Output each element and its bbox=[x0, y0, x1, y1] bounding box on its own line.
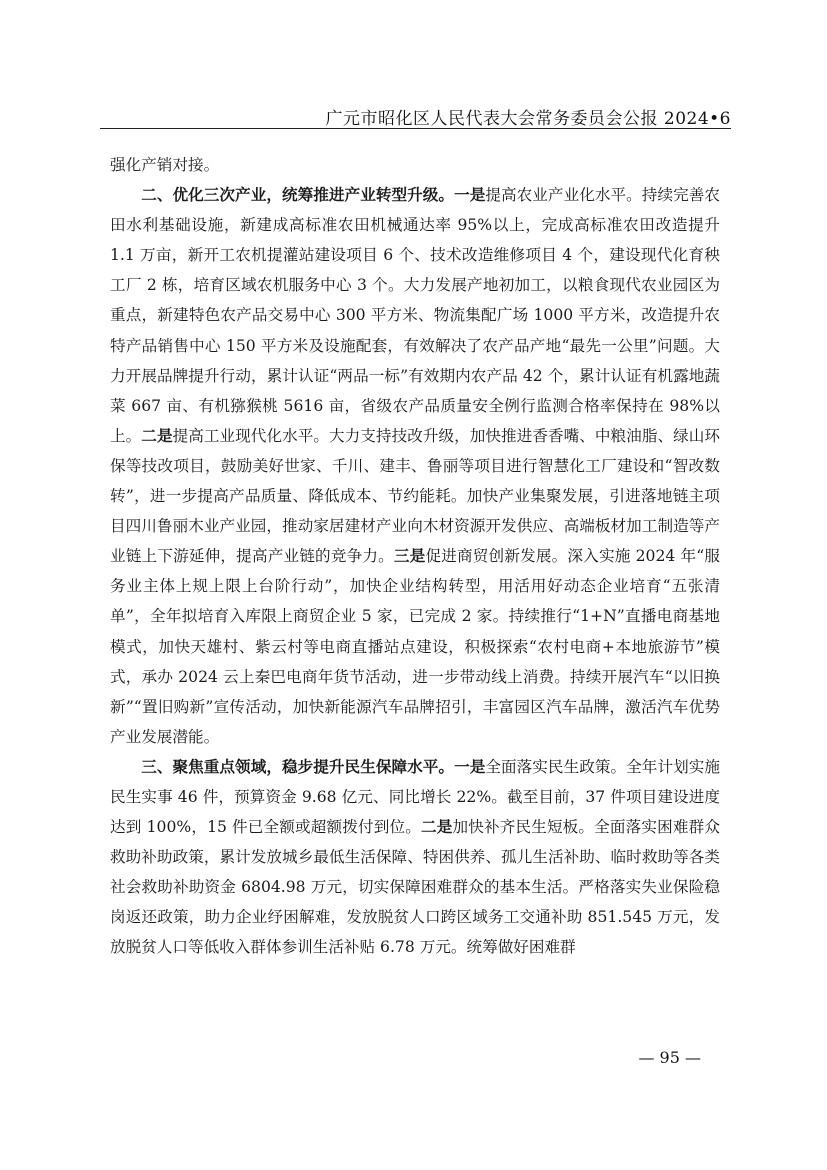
text-run: 提高工业现代化水平。大力支持技改升级，加快推进香香嘴、中粮油脂、绿山环保等技改项目，鼓励美好世家、千川、建丰、鲁丽等项目进行智慧化工厂建设和“智改数转”，进一步提高产品质量、降低成本、节约能耗。加快产业集聚发展，引进落地链主项目四川鲁丽木业产业园，推动家居建材产业向木材资源开发供应、高端板材加工制造等产业链上下游延伸，提高产业链的竞争力。 bbox=[110, 426, 720, 566]
text-run: 强化产销对接。 bbox=[110, 156, 220, 174]
document-body bbox=[110, 150, 720, 963]
text-run: 全面落实民生政策。全年计划实施民生实事 46 件，预算资金 9.68 亿元、同比增长 22%。截至目前，37 件项目建设进度达到 100%，15 件已全额或超额拨付到位。 bbox=[110, 757, 720, 837]
bold-text-run: 三是 bbox=[393, 546, 426, 566]
text-run: 提高农业产业化水平。持续完善农田水利基础设施，新建成高标准农田机械通达率 95%以上，完成高标准农田改造提升 1.1 万亩，新开工农机提灌站建设项目 6 个、技术改造维修项目 4 个，建设现代化育秧工厂 2 栋，培育区域农机服务中心 3 个。大力发展产地初加工，以粮食现代农业园区为重点，新建特色农产品交易中心 300 平方米、物流集配广场 1000 平方米，改造提升农特产品销售中心 150 平方米及设施配套，有效解决了农产品产地“最先一公里”问题。大力开展品牌提升行动，累计认证“两品一标”有效期内农产品 42 个，累计认证有机露地蔬菜 667 亩、有机猕猴桃 5616 亩，省级农产品质量安全例行监测合格率保持在 98%以上。 bbox=[110, 186, 720, 445]
paragraph-1 bbox=[110, 150, 720, 180]
bold-text-run: 三、聚焦重点领域，稳步提升民生保障水平。 bbox=[141, 756, 455, 776]
bold-text-run: 二是 bbox=[141, 425, 173, 445]
text-run: 促进商贸创新发展。深入实施 2024 年“服务业主体上规上限上台阶行动”，加快企业结构转型，用活用好动态企业培育“五张清单”，全年拟培育入库限上商贸企业 5 家，已完成 2 家。持续推行“1+N”直播电商基地模式，加快天雄村、紫云村等电商直播站点建设，积极探索“农村电商+本地旅游节”模式，承办 2024 云上秦巴电商年货节活动，进一步带动线上消费。持续开展汽车“以旧换新”“置旧购新”宣传活动，加快新能源汽车品牌招引，丰富园区汽车品牌，激活汽车优势产业发展潜能。 bbox=[110, 547, 720, 746]
paragraph-3 bbox=[110, 752, 720, 963]
header-divider bbox=[100, 128, 731, 129]
text-run: 加快补齐民生短板。全面落实困难群众救助补助政策，累计发放城乡最低生活保障、特困供养、孤儿生活补助、临时救助等各类社会救助补助资金 6804.98 万元，切实保障困难群众的基本生活。严格落实失业保险稳岗返还政策，助力企业纾困解难，发放脱贫人口跨区域务工交通补助 851.545 万元，发放脱贫人口等低收入群体参训生活补贴 6.78 万元。统筹做好困难群 bbox=[110, 818, 720, 957]
bold-text-run: 一是 bbox=[454, 185, 486, 205]
page-number: — 95 — bbox=[638, 1048, 701, 1067]
bold-text-run: 二、优化三次产业，统筹推进产业转型升级。 bbox=[141, 185, 455, 205]
paragraph-2 bbox=[110, 180, 720, 752]
bold-text-run: 一是 bbox=[454, 756, 486, 776]
header-title: 广元市昭化区人民代表大会常务委员会公报 2024•6 bbox=[325, 109, 731, 129]
bold-text-run: 二是 bbox=[420, 817, 453, 837]
